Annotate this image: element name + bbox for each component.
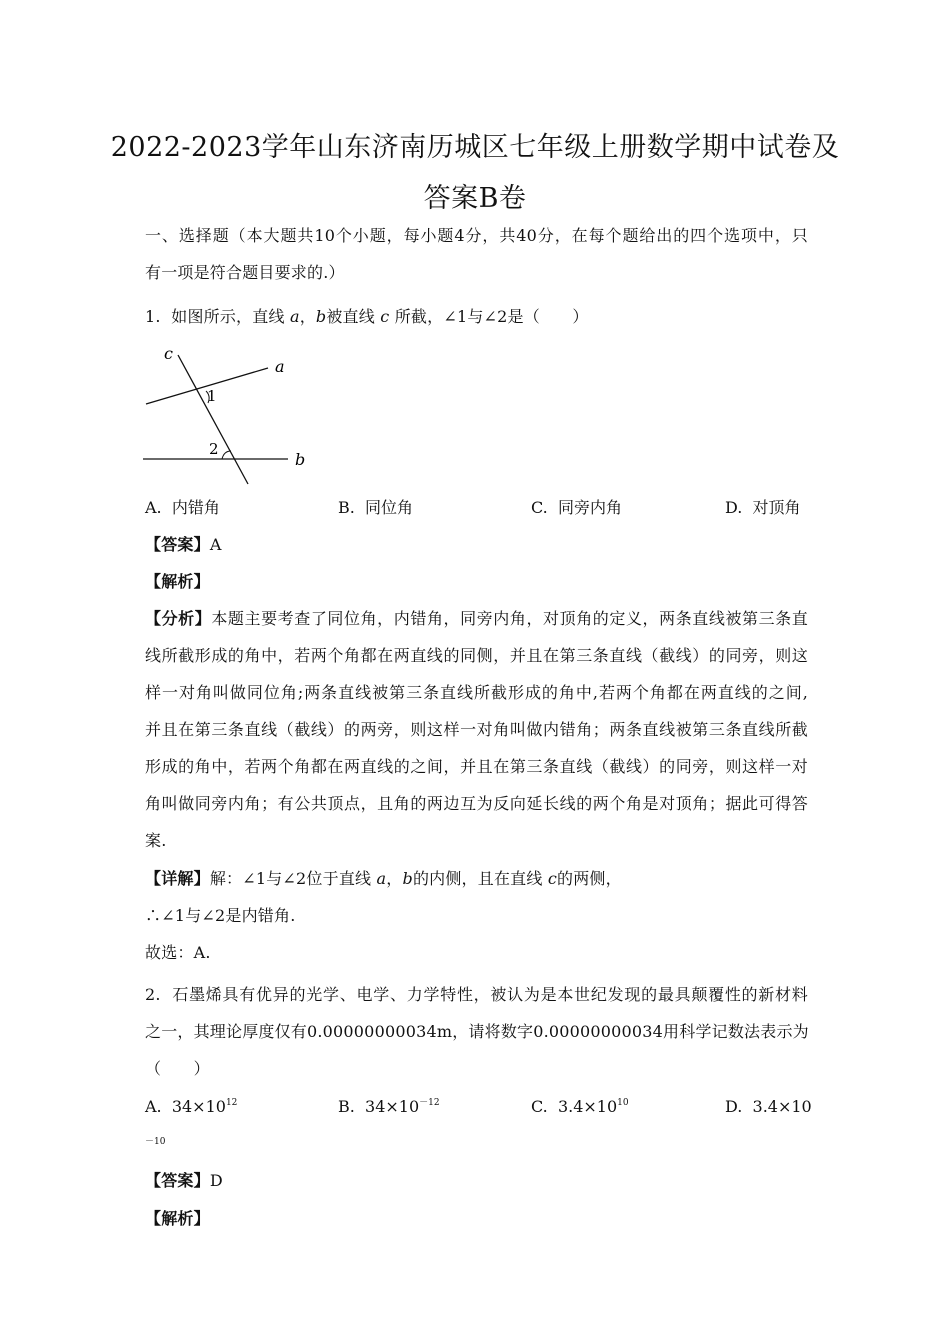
section-heading-line1: 一、选择题（本大题共10个小题，每小题4分，共40分，在每个题给出的四个选项中，只 — [145, 226, 808, 245]
q1-option-a[interactable]: A. 内错角 — [145, 498, 220, 517]
doc-title-line1: 2022-2023学年山东济南历城区七年级上册数学期中试卷及 — [110, 132, 840, 163]
q1-option-c[interactable]: C. 同旁内角 — [531, 498, 622, 517]
figure-label-c: c — [164, 345, 173, 363]
q1-number: 1. — [145, 307, 161, 326]
q1-analysis-tag: 【解析】 — [145, 572, 210, 591]
q1-choose: 故选：A. — [145, 943, 211, 962]
q1-detail: 【详解】解：∠1与∠2位于直线 a，b的内侧，且在直线 c的两侧， — [145, 869, 622, 888]
q1-option-d[interactable]: D. 对顶角 — [725, 498, 801, 517]
q1-fenxi-line7: 案. — [145, 831, 167, 850]
q2-stem-line1: 2. 石墨烯具有优异的光学、电学、力学特性，被认为是本世纪发现的最具颠覆性的新材料 — [145, 985, 808, 1004]
doc-title-line2: 答案B卷 — [423, 183, 527, 214]
q1-option-b[interactable]: B. 同位角 — [338, 498, 414, 517]
q2-option-d-exponent: －10 — [145, 1137, 166, 1147]
q1-fenxi-line3: 样一对角叫做同位角;两条直线被第三条直线所截形成的角中,若两个角都在两直线的之间, — [145, 683, 808, 702]
q1-fenxi-line1: 【分析】本题主要考查了同位角，内错角，同旁内角，对顶角的定义，两条直线被第三条直 — [145, 609, 808, 628]
q2-analysis-tag: 【解析】 — [145, 1209, 210, 1228]
q1-fenxi-line2: 线所截形成的角中，若两个角都在两直线的同侧，并且在第三条直线（截线）的同旁，则这 — [145, 646, 808, 665]
q2-option-b[interactable]: B. $34\times 10^{-12}$ — [338, 1097, 440, 1116]
figure-label-1: 1 — [207, 387, 217, 405]
q1-conclusion: ∴∠1与∠2是内错角. — [145, 906, 296, 925]
angle-2-arc — [222, 451, 231, 459]
q2-stem-line3: （ ） — [145, 1059, 210, 1078]
q1-figure — [140, 345, 320, 490]
q2-option-a[interactable]: A. $34\times 10^{12}$ — [145, 1097, 238, 1116]
q2-answer: 【答案】D — [145, 1171, 223, 1190]
q1-answer: 【答案】A — [145, 535, 222, 554]
figure-label-a: a — [275, 357, 285, 376]
q2-option-d[interactable]: D. 3.4×10 — [725, 1097, 812, 1116]
figure-label-b: b — [295, 450, 306, 469]
line-c — [178, 355, 248, 484]
q1-fenxi-line5: 形成的角中，若两个角都在两直线的之间，并且在第三条直线（截线）的同旁，则这样一对 — [145, 757, 808, 776]
figure-label-2: 2 — [209, 440, 219, 458]
q1-fenxi-line6: 角叫做同旁内角；有公共顶点，且角的两边互为反向延长线的两个角是对顶角；据此可得答 — [145, 794, 808, 813]
section-heading-line2: 有一项是符合题目要求的.） — [145, 263, 345, 282]
q2-stem-line2: 之一，其理论厚度仅有0.00000000034m，请将数字0.00000000034用科学记数法表示为 — [145, 1022, 809, 1041]
q1-fenxi-line4: 并且在第三条直线（截线）的两旁，则这样一对角叫做内错角；两条直线被第三条直线所截 — [145, 720, 808, 739]
q2-option-c[interactable]: C. $3.4\times 10^{10}$ — [531, 1097, 629, 1116]
q1-stem: 1. 如图所示，直线 a，b被直线 c 所截，∠1与∠2是（ ） — [145, 307, 589, 326]
